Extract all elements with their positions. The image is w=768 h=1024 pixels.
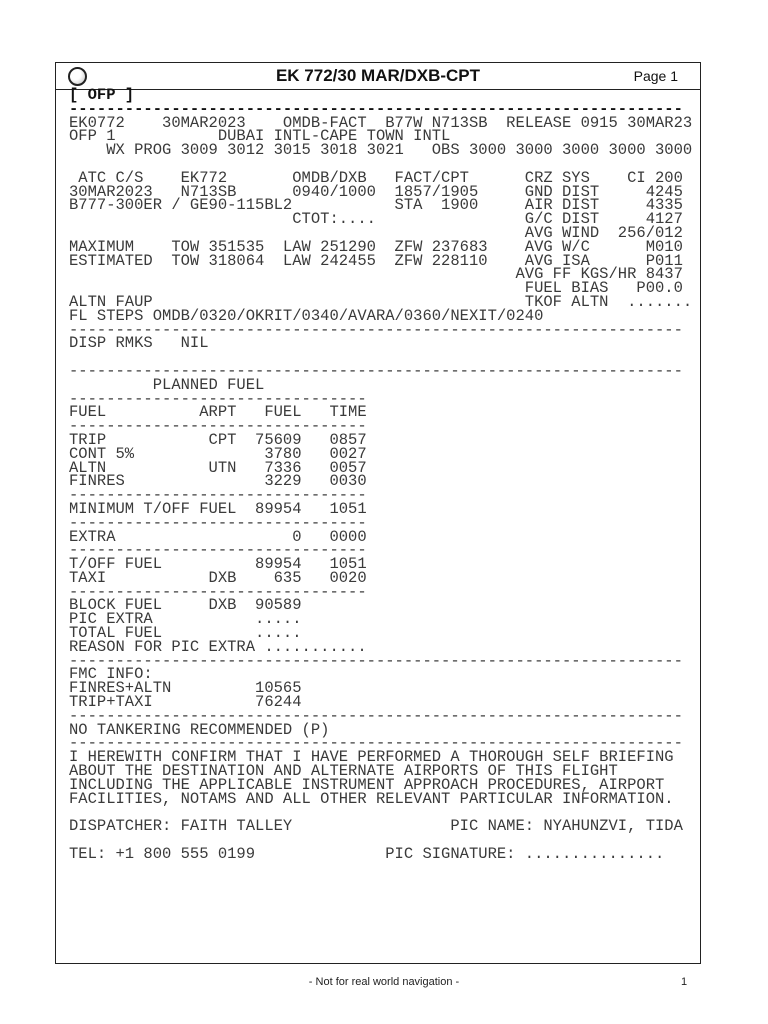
ofp-line: DISP RMKS NIL: [69, 334, 209, 353]
ofp-line: TEL: +1 800 555 0199 PIC SIGNATURE: ...............: [69, 844, 665, 863]
ofp-line: AVG WIND 256/012: [69, 223, 683, 242]
separator-line: ------------------------------------------------------------------: [69, 706, 683, 725]
ofp-line: FUEL BIAS P00.0: [69, 279, 683, 298]
ofp-line: WX PROG 3009 3012 3015 3018 3021 OBS 3000 3000 3000 3000 3000: [69, 141, 693, 160]
ofp-line: FMC INFO:: [69, 665, 153, 684]
ofp-line: FUEL ARPT FUEL TIME: [69, 403, 367, 422]
ofp-body: [69, 86, 693, 863]
separator-line: --------------------------------: [69, 582, 367, 601]
ofp-line: MAXIMUM TOW 351535 LAW 251290 ZFW 237683 AVG W/C M010: [69, 237, 683, 256]
ofp-line: FACILITIES, NOTAMS AND ALL OTHER RELEVANT PARTICULAR INFORMATION.: [69, 789, 674, 808]
separator-line: --------------------------------: [69, 417, 367, 436]
separator-line: --------------------------------: [69, 389, 367, 408]
separator-line: --------------------------------: [69, 486, 367, 505]
separator-line: ------------------------------------------------------------------: [69, 361, 683, 380]
ofp-document: [55, 62, 701, 964]
footer-page-number: 1: [681, 976, 688, 988]
ofp-line: FL STEPS OMDB/0320/OKRIT/0340/AVARA/0360/NEXIT/0240: [69, 306, 544, 325]
ofp-line: TRIP+TAXI 76244: [69, 693, 302, 712]
ofp-line: FINRES+ALTN 10565: [69, 679, 302, 698]
separator-line: ------------------------------------------------------------------: [69, 99, 683, 118]
ofp-line: T/OFF FUEL 89954 1051: [69, 555, 367, 574]
ofp-line: ABOUT THE DESTINATION AND ALTERNATE AIRPORTS OF THIS FLIGHT: [69, 762, 618, 781]
separator-line: --------------------------------: [69, 541, 367, 560]
ofp-section-label: [ OFP ]: [69, 86, 135, 104]
ofp-line: AVG FF KGS/HR 8437: [69, 265, 683, 284]
ofp-line: ALTN FAUP TKOF ALTN .......: [69, 292, 693, 311]
ofp-line: NO TANKERING RECOMMENDED (P): [69, 720, 330, 739]
ofp-line: B777-300ER / GE90-115BL2 STA 1900 AIR DIST 4335: [69, 196, 683, 215]
ofp-line: OFP 1 DUBAI INTL-CAPE TOWN INTL: [69, 127, 451, 146]
separator-line: --------------------------------: [69, 513, 367, 532]
title-bar: [56, 63, 700, 90]
ofp-line: INCLUDING THE APPLICABLE INSTRUMENT APPROACH PROCEDURES, AIRPORT: [69, 775, 665, 794]
ofp-line: EXTRA 0 0000: [69, 527, 367, 546]
ofp-line: MINIMUM T/OFF FUEL 89954 1051: [69, 499, 367, 518]
ofp-line: TAXI DXB 635 0020: [69, 568, 367, 587]
ofp-line: FINRES 3229 0030: [69, 472, 367, 491]
ofp-line: PLANNED FUEL: [69, 375, 265, 394]
ofp-line: TRIP CPT 75609 0857: [69, 430, 367, 449]
ofp-line: ALTN UTN 7336 0057: [69, 458, 367, 477]
separator-line: ------------------------------------------------------------------: [69, 734, 683, 753]
ofp-line: CONT 5% 3780 0027: [69, 444, 367, 463]
ofp-line: I HEREWITH CONFIRM THAT I HAVE PERFORMED A THOROUGH SELF BRIEFING: [69, 748, 674, 767]
ofp-line: PIC EXTRA .....: [69, 610, 302, 629]
separator-line: ------------------------------------------------------------------: [69, 651, 683, 670]
page-label: Page 1: [633, 68, 678, 84]
ofp-line: ATC C/S EK772 OMDB/DXB FACT/CPT CRZ SYS CI 200: [69, 168, 683, 187]
ofp-line: BLOCK FUEL DXB 90589: [69, 596, 302, 615]
ofp-line: DISPATCHER: FAITH TALLEY PIC NAME: NYAHUNZVI, TIDA: [69, 817, 683, 836]
flight-title: EK 772/30 MAR/DXB-CPT: [275, 66, 481, 85]
separator-line: ------------------------------------------------------------------: [69, 320, 683, 339]
ofp-line: TOTAL FUEL .....: [69, 624, 302, 643]
ofp-line: EK0772 30MAR2023 OMDB-FACT B77W N713SB RELEASE 0915 30MAR23: [69, 113, 693, 132]
ofp-line: ESTIMATED TOW 318064 LAW 242455 ZFW 228110 AVG ISA P011: [69, 251, 683, 270]
ofp-line: 30MAR2023 N713SB 0940/1000 1857/1905 GND DIST 4245: [69, 182, 683, 201]
ofp-line: REASON FOR PIC EXTRA ...........: [69, 637, 367, 656]
ofp-line: CTOT:.... G/C DIST 4127: [69, 210, 683, 229]
footer-disclaimer: - Not for real world navigation -: [308, 976, 460, 988]
